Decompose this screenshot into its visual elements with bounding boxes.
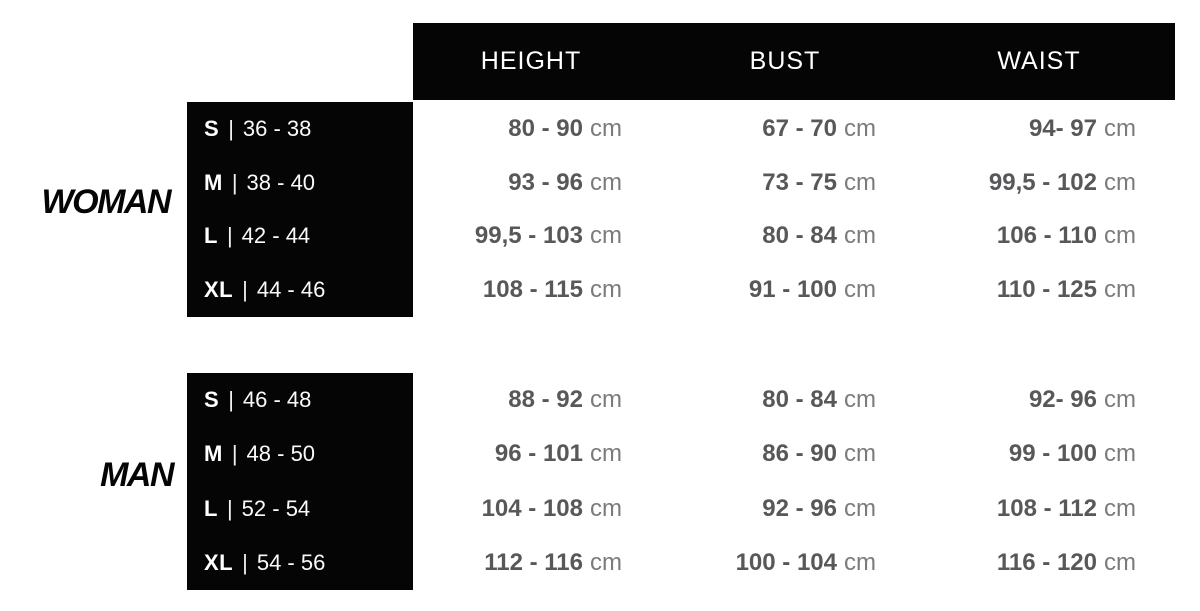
man-m-waist [921, 427, 1175, 481]
woman-s-bust [667, 102, 921, 156]
data-grid-woman [413, 102, 1175, 317]
size-row-man-xl [187, 536, 413, 590]
size-range: 38 - 40 [246, 169, 316, 195]
size-letter: XL [204, 549, 234, 575]
value: 88 - 92 [508, 386, 583, 414]
column-header-height: HEIGHT [480, 47, 582, 75]
value: 91 - 100 [748, 276, 837, 304]
size-row-woman-s [187, 102, 413, 156]
value: 108 - 112 [996, 494, 1097, 522]
value: 112 - 116 [484, 548, 583, 576]
unit-label: cm [590, 168, 622, 196]
value: 73 - 75 [762, 168, 837, 196]
size-column-man [187, 373, 413, 590]
size-letter: S [204, 387, 220, 413]
man-l-bust [667, 482, 921, 536]
unit-label: cm [844, 168, 876, 196]
value: 94- 97 [1028, 114, 1097, 142]
unit-label: cm [1104, 494, 1136, 522]
woman-s-waist [921, 102, 1175, 156]
value: 99,5 - 102 [988, 168, 1097, 196]
size-range: 54 - 56 [256, 549, 326, 575]
woman-m-height [413, 156, 667, 210]
size-range: 42 - 44 [241, 223, 311, 249]
size-separator: | [242, 549, 248, 575]
size-separator: | [228, 115, 234, 141]
column-header-waist: WAIST [997, 47, 1081, 75]
unit-label: cm [590, 386, 622, 414]
value: 93 - 96 [508, 168, 583, 196]
woman-l-bust [667, 210, 921, 264]
woman-xl-bust [667, 263, 921, 317]
unit-label: cm [1104, 168, 1136, 196]
size-row-woman-xl [187, 263, 413, 317]
woman-l-height [413, 210, 667, 264]
woman-s-height [413, 102, 667, 156]
value: 110 - 125 [996, 276, 1097, 304]
group-label-woman: WOMAN [41, 183, 170, 221]
size-letter: L [204, 495, 218, 521]
woman-xl-waist [921, 263, 1175, 317]
size-letter: M [204, 169, 223, 195]
size-separator: | [226, 223, 233, 249]
size-separator: | [231, 441, 238, 467]
size-letter: M [204, 441, 223, 467]
man-s-height [413, 373, 667, 427]
value: 92 - 96 [762, 494, 837, 522]
size-letter: S [204, 115, 220, 141]
man-xl-bust [667, 536, 921, 590]
unit-label: cm [1104, 386, 1136, 414]
size-row-man-l [187, 482, 413, 536]
value: 80 - 84 [762, 386, 837, 414]
woman-xl-height [413, 263, 667, 317]
size-row-woman-m [187, 156, 413, 210]
unit-label: cm [590, 548, 622, 576]
unit-label: cm [844, 386, 876, 414]
value: 99,5 - 103 [474, 222, 583, 250]
value: 106 - 110 [996, 222, 1097, 250]
size-range: 46 - 48 [242, 387, 312, 413]
man-xl-height [413, 536, 667, 590]
size-range: 48 - 50 [246, 441, 316, 467]
size-separator: | [242, 277, 248, 303]
man-m-bust [667, 427, 921, 481]
value: 100 - 104 [735, 548, 837, 576]
unit-label: cm [844, 440, 876, 468]
size-row-woman-l [187, 210, 413, 264]
size-separator: | [231, 169, 238, 195]
unit-label: cm [590, 222, 622, 250]
woman-l-waist [921, 210, 1175, 264]
value: 96 - 101 [494, 440, 583, 468]
size-letter: XL [204, 277, 234, 303]
value: 92- 96 [1028, 386, 1097, 414]
unit-label: cm [1104, 440, 1136, 468]
value: 67 - 70 [762, 114, 837, 142]
size-range: 44 - 46 [256, 277, 326, 303]
man-l-height [413, 482, 667, 536]
size-separator: | [226, 495, 233, 521]
unit-label: cm [590, 440, 622, 468]
unit-label: cm [844, 114, 876, 142]
man-xl-waist [921, 536, 1175, 590]
woman-m-waist [921, 156, 1175, 210]
unit-label: cm [590, 494, 622, 522]
size-separator: | [228, 387, 234, 413]
value: 99 - 100 [1008, 440, 1097, 468]
unit-label: cm [844, 276, 876, 304]
man-l-waist [921, 482, 1175, 536]
size-column-woman [187, 102, 413, 317]
value: 80 - 90 [508, 114, 583, 142]
size-range: 36 - 38 [242, 115, 312, 141]
unit-label: cm [844, 494, 876, 522]
unit-label: cm [590, 276, 622, 304]
man-m-height [413, 427, 667, 481]
unit-label: cm [1104, 548, 1136, 576]
man-s-waist [921, 373, 1175, 427]
size-row-man-s [187, 373, 413, 427]
woman-m-bust [667, 156, 921, 210]
size-letter: L [204, 223, 218, 249]
value: 104 - 108 [481, 494, 583, 522]
value: 116 - 120 [996, 548, 1097, 576]
man-s-bust [667, 373, 921, 427]
column-header-bust: BUST [749, 47, 821, 75]
unit-label: cm [1104, 114, 1136, 142]
column-header-bar [413, 23, 1175, 100]
size-row-man-m [187, 427, 413, 481]
unit-label: cm [844, 222, 876, 250]
unit-label: cm [1104, 276, 1136, 304]
value: 80 - 84 [762, 222, 837, 250]
unit-label: cm [590, 114, 622, 142]
data-grid-man [413, 373, 1175, 590]
unit-label: cm [844, 548, 876, 576]
size-range: 52 - 54 [241, 495, 311, 521]
value: 108 - 115 [482, 276, 583, 304]
unit-label: cm [1104, 222, 1136, 250]
group-label-man: MAN [100, 456, 173, 494]
value: 86 - 90 [762, 440, 837, 468]
